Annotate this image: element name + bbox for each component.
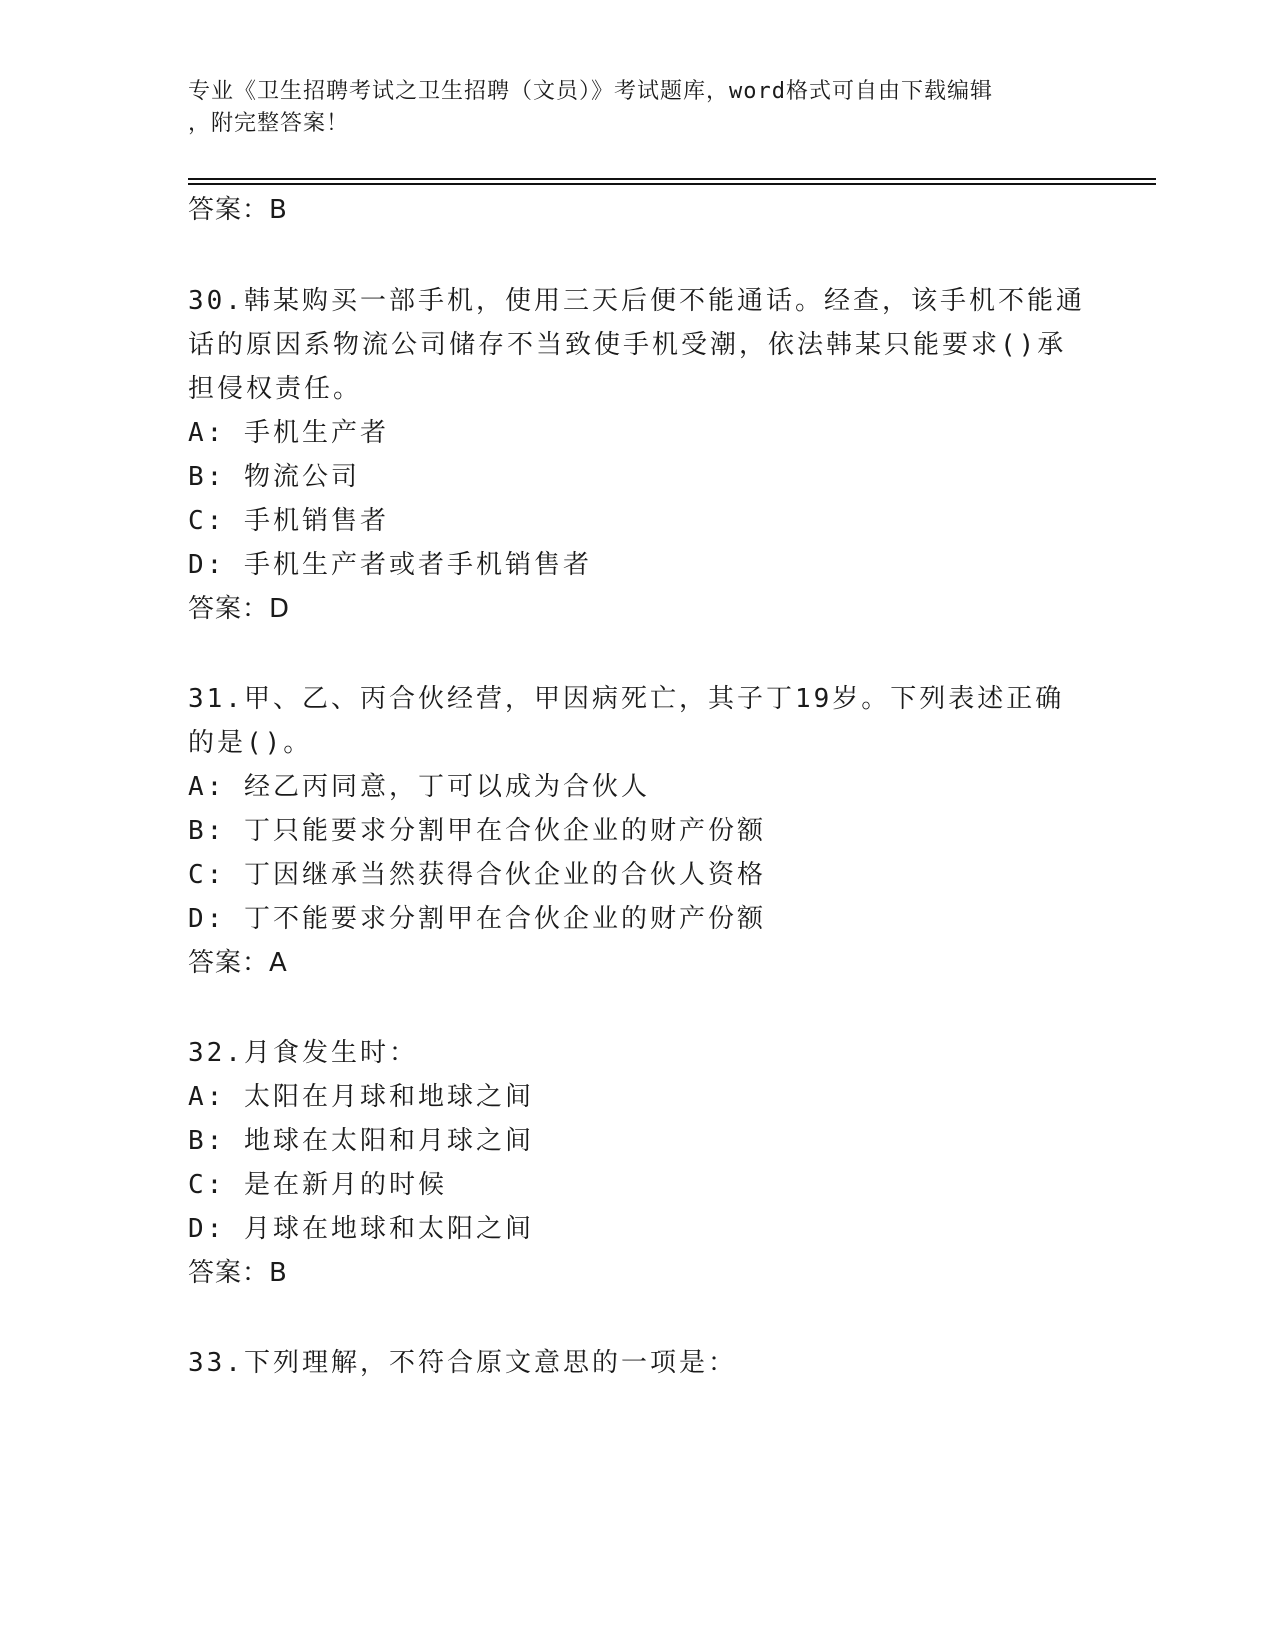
question-30-answer: 答案：D — [188, 594, 291, 624]
question-31-stem-line-2: 的是()。 — [188, 728, 313, 758]
question-30-option-c: C: 手机销售者 — [188, 506, 389, 536]
question-32-option-b: B: 地球在太阳和月球之间 — [188, 1126, 534, 1156]
question-30-stem-line-2: 话的原因系物流公司储存不当致使手机受潮，依法韩某只能要求()承 — [188, 330, 1067, 360]
question-30-option-a: A: 手机生产者 — [188, 418, 389, 448]
header-rule-top — [188, 178, 1156, 180]
question-31-option-b: B: 丁只能要求分割甲在合伙企业的财产份额 — [188, 816, 766, 846]
question-33-stem-line-1: 33.下列理解，不符合原文意思的一项是： — [188, 1348, 737, 1378]
question-30-option-d: D: 手机生产者或者手机销售者 — [188, 550, 592, 580]
question-32-answer: 答案：B — [188, 1258, 288, 1288]
question-31-stem-line-1: 31.甲、乙、丙合伙经营，甲因病死亡，其子丁19岁。下列表述正确 — [188, 684, 1065, 714]
question-30-option-b: B: 物流公司 — [188, 462, 360, 492]
question-30-stem-line-3: 担侵权责任。 — [188, 374, 363, 404]
header-rule-bottom — [188, 183, 1156, 185]
question-30-stem-line-1: 30.韩某购买一部手机，使用三天后便不能通话。经查，该手机不能通 — [188, 286, 1085, 316]
previous-answer: 答案：B — [188, 195, 288, 225]
question-31-answer: 答案：A — [188, 948, 288, 978]
document-header: 专业《卫生招聘考试之卫生招聘（文员）》考试题库，word格式可自由下载编辑 ，附完整答案！ — [188, 79, 993, 136]
question-32-option-d: D: 月球在地球和太阳之间 — [188, 1214, 534, 1244]
question-31-option-c: C: 丁因继承当然获得合伙企业的合伙人资格 — [188, 860, 766, 890]
question-32-option-c: C: 是在新月的时候 — [188, 1170, 447, 1200]
question-32-option-a: A: 太阳在月球和地球之间 — [188, 1082, 534, 1112]
question-31-option-d: D: 丁不能要求分割甲在合伙企业的财产份额 — [188, 904, 766, 934]
question-31-option-a: A: 经乙丙同意，丁可以成为合伙人 — [188, 772, 650, 802]
question-32-stem-line-1: 32.月食发生时： — [188, 1038, 418, 1068]
